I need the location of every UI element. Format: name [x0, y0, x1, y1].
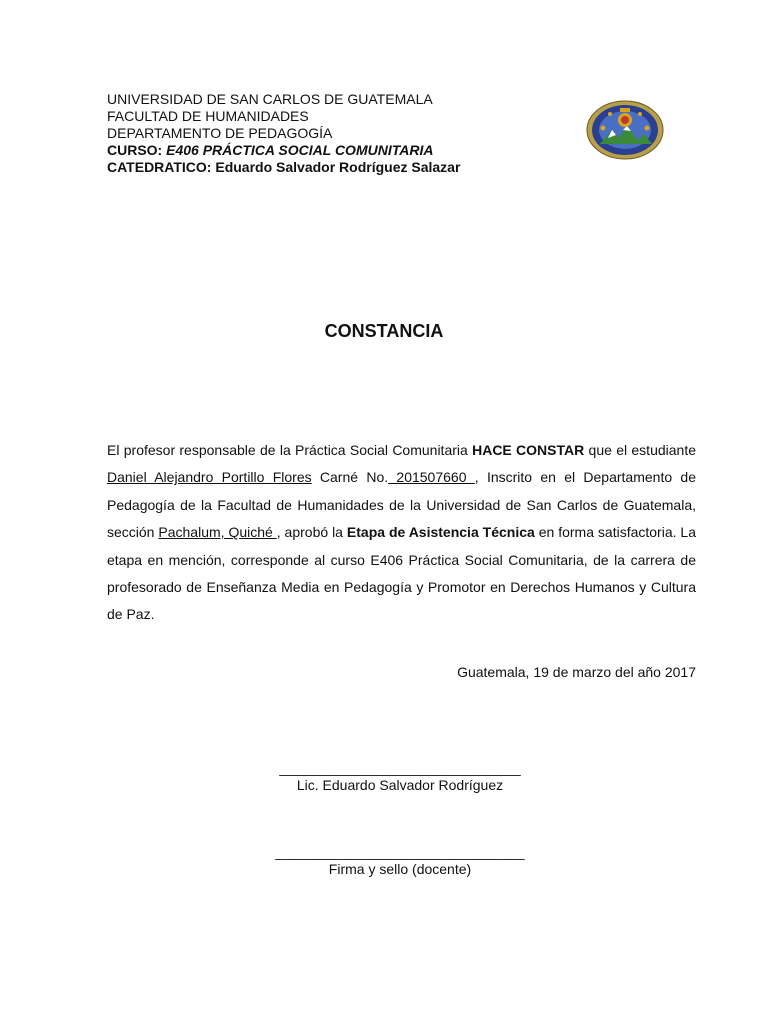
signature-line: _______________________________ [279, 760, 521, 776]
professor-label: CATEDRATICO: [107, 159, 216, 175]
student-name: Daniel Alejandro Portillo Flores [107, 469, 312, 486]
certificate-body [107, 437, 696, 629]
body-text-3: Carné No. [311, 469, 389, 486]
signer-name: Lic. Eduardo Salvador Rodríguez [296, 777, 504, 793]
signature-block-1 [0, 760, 768, 794]
letterhead [107, 91, 460, 176]
signature-block-2 [0, 844, 768, 878]
course-line [107, 142, 460, 159]
professor-value: Eduardo Salvador Rodríguez Salazar [215, 159, 461, 175]
carne-number: 201507660 [388, 469, 475, 486]
body-text-6: en forma satisfactoria. La etapa en mención, corresponde al curso E406 Práctica Social Comunitaria, de la carrera de profesorado de Enseñanza Media en Pedagogía y Promotor en Derechos Humanos y Cultura de Paz. [107, 524, 696, 623]
course-label: CURSO: [107, 142, 163, 158]
signature-caption: Firma y sello (docente) [328, 861, 472, 877]
section-name: Pachalum, Quiché [158, 524, 277, 541]
body-text-5: , aprobó la [276, 524, 347, 541]
body-text-4: , Inscrito en el Departamento de Pedagogía de la Facultad de Humanidades de la Universidad de San Carlos de Guatemala, sección [107, 469, 696, 541]
department-name: DEPARTAMENTO DE PEDAGOGÍA [107, 125, 333, 141]
faculty-name: FACULTAD DE HUMANIDADES [107, 108, 309, 124]
date-line: Guatemala, 19 de marzo del año 2017 [457, 664, 696, 680]
course-value: E406 PRÁCTICA SOCIAL COMUNITARIA [162, 142, 434, 158]
university-name: UNIVERSIDAD DE SAN CARLOS DE GUATEMALA [107, 91, 433, 107]
hace-constar: HACE CONSTAR [472, 442, 585, 458]
professor-line [107, 159, 460, 176]
signature-line: ________________________________ [275, 844, 525, 860]
stage-name: Etapa de Asistencia Técnica [346, 524, 535, 541]
document-title: CONSTANCIA [324, 321, 444, 341]
body-text-1: El profesor responsable de la Práctica Social Comunitaria [107, 442, 473, 458]
body-text-2: que el estudiante [584, 442, 696, 458]
university-seal-icon [586, 100, 664, 160]
